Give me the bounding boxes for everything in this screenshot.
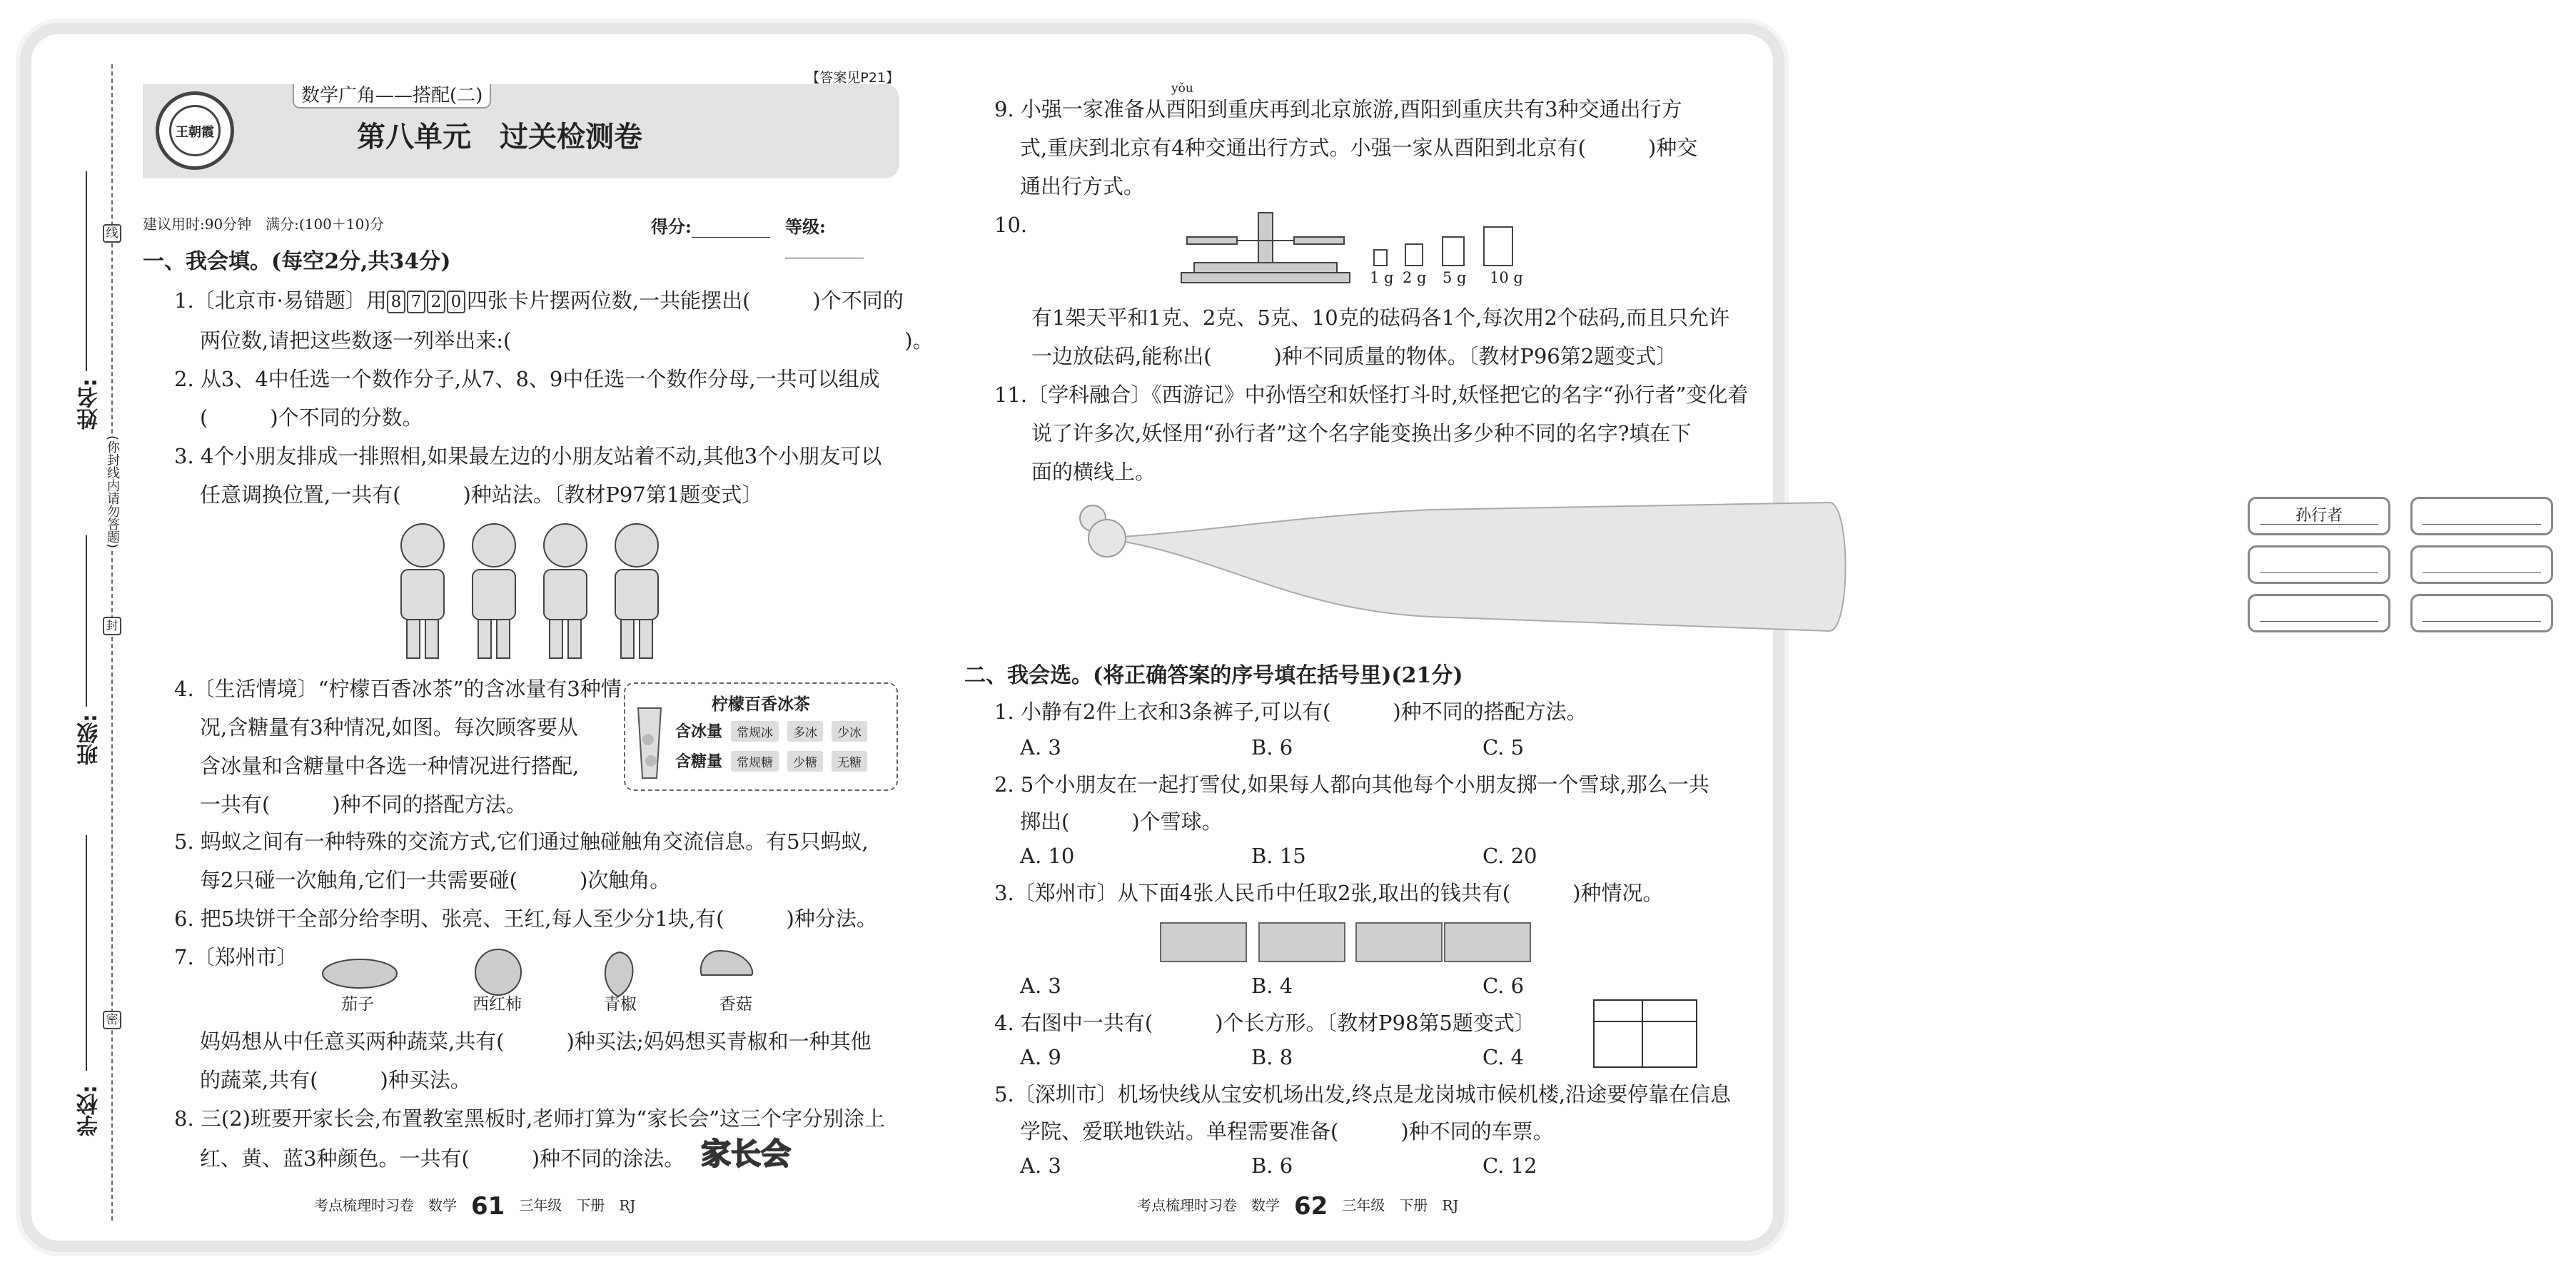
child-1-leg-right [425,620,438,658]
footer-left-post: 三年级 下册 RJ [519,1196,636,1214]
rectangle-figure-vline [1642,1001,1643,1066]
veg-label-green-pepper: 青椒 [604,995,637,1014]
name-box-4[interactable] [2410,545,2553,584]
name-box-1 [2248,497,2390,535]
banknote-1-yuan [1258,922,1345,962]
footer-right-post: 三年级 下册 RJ [1342,1196,1459,1214]
mi-box: 密 [103,1011,121,1029]
banknote-1-jiao [1444,922,1531,962]
card-7: 7 [407,291,425,313]
q1-line2: 两位数,请把这些数逐一列举出来:( )。 [200,328,934,353]
xian-box: 线 [103,224,121,243]
q7-line1: 妈妈想从中任意买两种蔬菜,共有( )种买法;妈妈想买青椒和一种其他 [200,1029,872,1054]
score-label: 得分: [651,216,692,237]
vegetables-illustration [320,944,777,1001]
child-4-body [615,570,658,620]
child-1-body [401,570,444,620]
q8-line2: 红、黄、蓝3种颜色。一共有( )种不同的涂法。 [200,1146,685,1171]
name-line-3[interactable] [2260,572,2378,573]
q4-line1: 4.〔生活情境〕“柠檬百香冰茶”的含冰量有3种情 [174,677,622,701]
child-2-leg-right [497,620,510,658]
page-number-61: 61 [471,1192,505,1221]
c1-option-b: B. 6 [1251,735,1293,759]
c3-option-b: B. 4 [1251,974,1293,998]
q7-line2: 的蔬菜,共有( )种买法。 [200,1068,471,1092]
q10-line1: 有1架天平和1克、2克、5克、10克的砝码各1个,每次用2个砝码,而且只允许 [1031,306,1730,330]
c5-option-a: A. 3 [1020,1154,1061,1178]
q9-line1: 9. 小强一家准备从酉阳到重庆再到北京旅游,酉阳到重庆共有3种交通出行方 [994,97,1682,121]
q3-line2: 任意调换位置,一共有( )种站法。〔教材P97第1题变式〕 [200,483,763,507]
c5-option-b: B. 6 [1251,1154,1293,1178]
rectangle-figure [1593,999,1697,1068]
c2-line2: 掷出( )个雪球。 [1020,809,1223,834]
child-4-leg-right [640,620,652,658]
weights-illustration [1365,224,1522,267]
mushroom-icon [701,951,752,975]
brand-seal [156,91,234,170]
q5-line2: 每2只碰一次触角,它们一共需要碰( )次触角。 [200,868,671,892]
child-1-leg-left [407,620,420,658]
name-box-3[interactable] [2248,545,2390,584]
weight-10g-icon [1484,227,1512,266]
c4-line: 4. 右图中一共有( )个长方形。〔教材P98第5题变式〕 [994,1011,1535,1035]
eggplant-icon [323,959,397,988]
name-line [86,171,87,371]
right-page [901,0,2343,1277]
name-line-1 [2260,524,2378,525]
q4-line2: 况,含糖量有3种情况,如图。每次顾客要从 [200,715,578,740]
ice-option-1: 常规冰 [731,721,779,742]
c4-option-b: B. 8 [1251,1045,1293,1069]
name-line-2[interactable] [2423,524,2541,525]
tea-options-box [624,682,898,791]
parent-meeting-word: 家长会 [701,1136,792,1171]
footer-right [1137,1192,1458,1221]
veg-label-tomato: 西红柿 [473,995,522,1014]
banknote-5-jiao [1355,922,1443,962]
q10-line2: 一边放砝码,能称出( )种不同质量的物体。〔教材P96第2题变式〕 [1031,344,1677,368]
c3-line: 3.〔郑州市〕从下面4张人民币中任取2张,取出的钱共有( )种情况。 [994,881,1664,905]
grade-blank[interactable] [785,241,864,258]
sugar-label: 含糖量 [675,752,723,771]
child-3-leg-left [550,620,562,658]
page-title: 第八单元 过关检测卷 [357,121,642,153]
weight-label-1g: 1 g [1370,269,1394,286]
weight-1g-icon [1374,250,1387,266]
name-line-4[interactable] [2423,572,2541,573]
binding-margin [77,50,127,1228]
q8-line1: 8. 三(2)班要开家长会,布置教室黑板时,老师打算为“家长会”这三个字分别涂上 [174,1106,886,1131]
c2-option-a: A. 10 [1020,844,1075,868]
card-8: 8 [387,291,405,313]
given-name: 孙行者 [2295,507,2343,525]
c3-option-a: A. 3 [1020,974,1061,998]
weight-2g-icon [1405,244,1423,266]
page-number-62: 62 [1294,1192,1328,1221]
sugar-option-3: 无糖 [832,751,867,772]
footer-left [314,1192,635,1221]
tomato-icon [475,949,521,995]
sugar-row [675,749,867,772]
child-2-leg-left [478,620,491,658]
c1-option-a: A. 3 [1020,735,1061,759]
c2-option-c: C. 20 [1483,844,1537,868]
q9-line2: 式,重庆到北京有4种交通出行方式。小强一家从酉阳到北京有( )种交 [1020,136,1698,160]
footer-left-pre: 考点梳理时习卷 数学 [314,1196,457,1214]
q4-line4: 一共有( )种不同的搭配方法。 [200,792,527,817]
q3-line1: 3. 4个小朋友排成一排照相,如果最左边的小朋友站着不动,其他3个小朋友可以 [174,444,882,468]
name-line-5[interactable] [2260,621,2378,622]
child-3-head [544,524,587,567]
ice-row [675,720,867,742]
veg-label-mushroom: 香菇 [719,995,752,1014]
card-2: 2 [427,291,445,313]
gourd-illustration [1073,495,1858,638]
c4-option-c: C. 4 [1483,1045,1525,1069]
c2-line1: 2. 5个小朋友在一起打雪仗,如果每人都向其他每个小朋友掷一个雪球,那么一共 [994,772,1709,797]
section-1-title: 一、我会填。(每空2分,共34分) [143,249,451,274]
left-page [0,0,934,1277]
class-label: 班级: [77,714,102,765]
tea-cup-icon [634,704,665,784]
c1-option-c: C. 5 [1483,735,1525,759]
ice-option-3: 少冰 [832,721,867,742]
rectangle-figure-hline [1595,1021,1696,1022]
sugar-option-2: 少糖 [787,751,823,772]
ice-option-2: 多冰 [787,721,823,742]
balance-scale-icon [1180,208,1351,287]
q9-line3: 通出行方式。 [1020,174,1145,198]
weight-5g-icon [1443,237,1464,266]
time-score: 建议用时:90分钟 满分:(100＋10)分 [143,216,385,233]
c1-line: 1. 小静有2件上衣和3条裤子,可以有( )种不同的搭配方法。 [994,700,1587,724]
class-line [86,535,87,707]
green-pepper-icon [605,952,633,996]
grade-field[interactable] [785,213,899,258]
c4-option-a: A. 9 [1020,1045,1061,1069]
weight-label-2g: 2 g [1403,269,1427,286]
child-3-leg-right [568,620,581,658]
weight-label-10g: 10 g [1490,269,1523,286]
q7-tag: 7.〔郑州市〕 [174,945,298,969]
unit-subtitle: 数学广角——搭配(二) [293,84,491,108]
q9-pinyin: yǒu [1171,81,1193,96]
name-box-6[interactable] [2410,594,2553,632]
c5-line2: 学院、爱联地铁站。单程需要准备( )种不同的车票。 [1020,1119,1554,1144]
q5-line1: 5. 蚂蚁之间有一种特殊的交流方式,它们通过触碰触角交流信息。有5只蚂蚁, [174,829,869,854]
name-box-5[interactable] [2248,594,2390,632]
sugar-option-1: 常规糖 [731,751,779,772]
weight-label-5g: 5 g [1443,269,1467,286]
q2-line1: 2. 从3、4中任选一个数作分子,从7、8、9中任选一个数作分母,一共可以组成 [174,367,880,391]
name-line-6[interactable] [2423,621,2541,622]
q1-suffix: 四张卡片摆两位数,一共能摆出( )个不同的 [466,288,904,313]
banknote-5-yuan [1160,922,1247,962]
child-4-leg-left [621,620,634,658]
card-0: 0 [447,291,465,313]
q11-line1: 11.〔学科融合〕《西游记》中孙悟空和妖怪打斗时,妖怪把它的名字“孙行者”变化着 [994,383,1749,407]
answer-ref: 【答案见P21】 [806,70,899,86]
test-meta [143,213,899,237]
ice-label: 含冰量 [675,722,723,741]
q4-line3: 含冰量和含糖量中各选一种情况进行搭配, [200,754,580,778]
feng-box: 封 [103,617,121,635]
school-label: 学校: [77,1085,102,1136]
name-box-2[interactable] [2410,497,2553,535]
q1-prefix: 1.〔北京市·易错题〕用 [174,288,387,313]
q6-line: 6. 把5块饼干全部分给李明、张亮、王红,每人至少分1块,有( )种分法。 [174,907,877,931]
title-banner [143,70,899,178]
c5-option-c: C. 12 [1483,1154,1537,1178]
c3-option-c: C. 6 [1483,974,1525,998]
child-3-body [544,570,587,620]
score-field[interactable] [651,213,770,238]
child-2-body [473,570,515,620]
q1-line1 [174,287,904,314]
child-1-head [401,524,444,567]
child-4-head [615,524,658,567]
school-line [86,835,87,1071]
q11-line3: 面的横线上。 [1031,460,1156,484]
c5-line1: 5.〔深圳市〕机场快线从宝安机场出发,终点是龙岗城市候机楼,沿途要停靠在信息 [994,1082,1732,1106]
seal-text: 王朝霞 [169,105,221,156]
score-blank[interactable] [692,221,770,238]
q11-line2: 说了许多次,妖怪用“孙行者”这个名字能变换出多少种不同的名字?填在下 [1031,421,1692,445]
section-2-title: 二、我会选。(将正确答案的序号填在括号里)(21分) [964,663,1463,688]
tea-title: 柠檬百香冰茶 [712,695,810,714]
footer-right-pre: 考点梳理时习卷 数学 [1137,1196,1280,1214]
no-answer-warning: (你封线内请勿答题) [103,435,121,548]
four-children-illustration [385,515,685,667]
c2-option-b: B. 15 [1251,844,1306,868]
child-2-head [473,524,515,567]
grade-label: 等级: [785,216,826,237]
name-answer-boxes [2248,497,2576,634]
q10-label: 10. [994,213,1028,237]
q2-line2: ( )个不同的分数。 [200,405,423,430]
name-label: 姓名: [77,378,102,430]
veg-label-eggplant: 茄子 [341,995,374,1014]
